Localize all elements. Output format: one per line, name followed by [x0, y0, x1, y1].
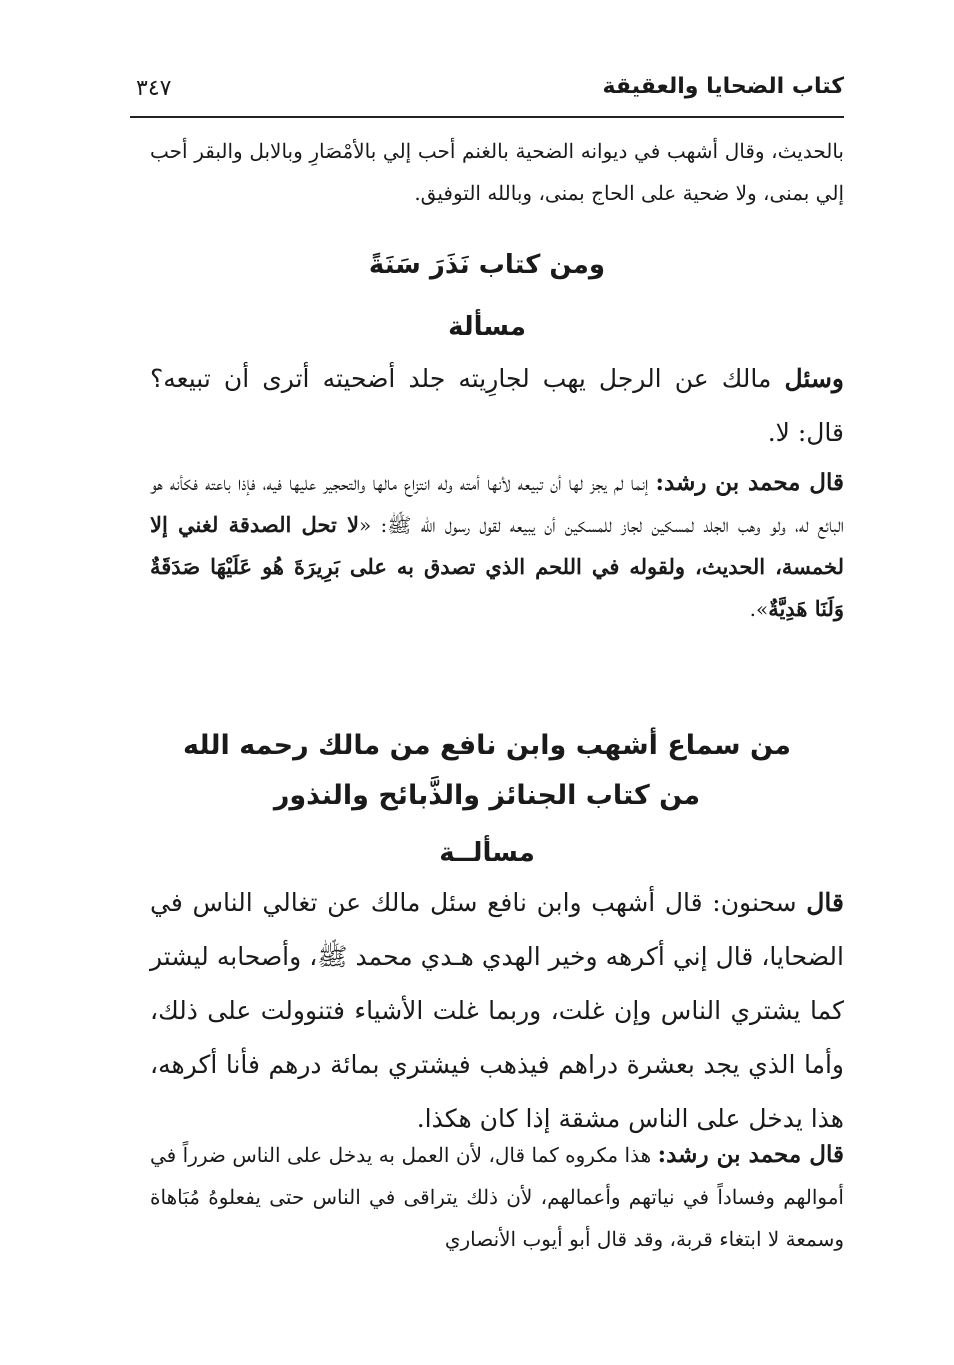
question-lead: وسئل: [784, 364, 844, 393]
commentary-paragraph-2: [150, 1134, 844, 1260]
question-text-2: سحنون: قال أشهب وابن نافع سئل مالك عن تغالي الناس في الضحايا، قال إني أكرهه وخير الهدي هـدي محمد ﷺ، وأصحابه ليشتر كما يشتري الناس وإن غلت، وربما غلت الأشياء فتنوولت على ذلك، وأما الذي يجد بعشرة دراهم فيذهب فيشتري بمائة درهم فأنا أكرهه، هذا يدخل على الناس مشقة إذا كان هكذا.: [150, 888, 844, 1133]
running-title: كتاب الضحايا والعقيقة: [602, 74, 844, 99]
section-heading-line1: من سماع أشهب وابن نافع من مالك رحمه الله: [183, 730, 791, 761]
question-paragraph: [150, 352, 844, 460]
paragraph-text: بالحديث، وقال أشهب في ديوانه الضحية بالغنم أحب إلي بالأمْصَارِ وبالابل والبقر أحب إلي بمنى، ولا ضحية على الحاج بمنى، وبالله التوفيق.: [150, 139, 844, 205]
question-paragraph-2: [150, 876, 844, 1146]
commentary-end: ».: [749, 597, 769, 621]
commentary-lead-2: قال محمد بن رشد:: [657, 1141, 845, 1168]
commentary-lead: قال محمد بن رشد:: [655, 469, 845, 496]
question-lead-2: قال: [806, 888, 844, 917]
commentary-text-2: هذا مكروه كما قال، لأن العمل به يدخل على الناس ضرراً في أموالهم وفساداً في نياتهم وأعمالهم، لأن ذلك يتراقى في الناس حتى يفعلوهُ مُبَاهاة وسمعة لا ابتغاء قربة، وقد قال أبو أيوب الأنصاري: [150, 1143, 844, 1251]
page-header: [130, 72, 844, 118]
section-heading-line2: من كتاب الجنائز والذَّبائح والنذور: [273, 780, 701, 811]
masala-heading-2: مسألــة: [439, 838, 535, 868]
paragraph-continuation: [150, 130, 844, 214]
commentary-text: إنما لم يجز لها أن تبيعه لأنها أمته وله انتزاع مالها والتحجير عليها فيه، فإذا باعته فكأنه هو البائع له، ولو وهب الجلد لمسكين لجاز للمسكين أن يبيعه لقول رسول الله ﷺ: «: [150, 471, 844, 537]
masala-heading: مسألة: [448, 312, 526, 342]
question-text: مالك عن الرجل يهب لجارِيته جلد أضحيته أترى أن تبيعه؟ قال: لا.: [150, 364, 844, 447]
page-number: ٣٤٧: [136, 76, 172, 101]
chapter-heading: ومن كتاب نَذَرَ سَنَةً: [368, 250, 606, 280]
commentary-paragraph: [150, 462, 844, 630]
hadith-quote: لا تحل الصدقة لغني إلا لخمسة، الحديث، ولقوله في اللحم الذي تصدق به على بَرِيرَةَ هُو عَلَيْهَا صَدَقَةٌ وَلَنَا هَدِيَّةٌ: [150, 512, 844, 621]
